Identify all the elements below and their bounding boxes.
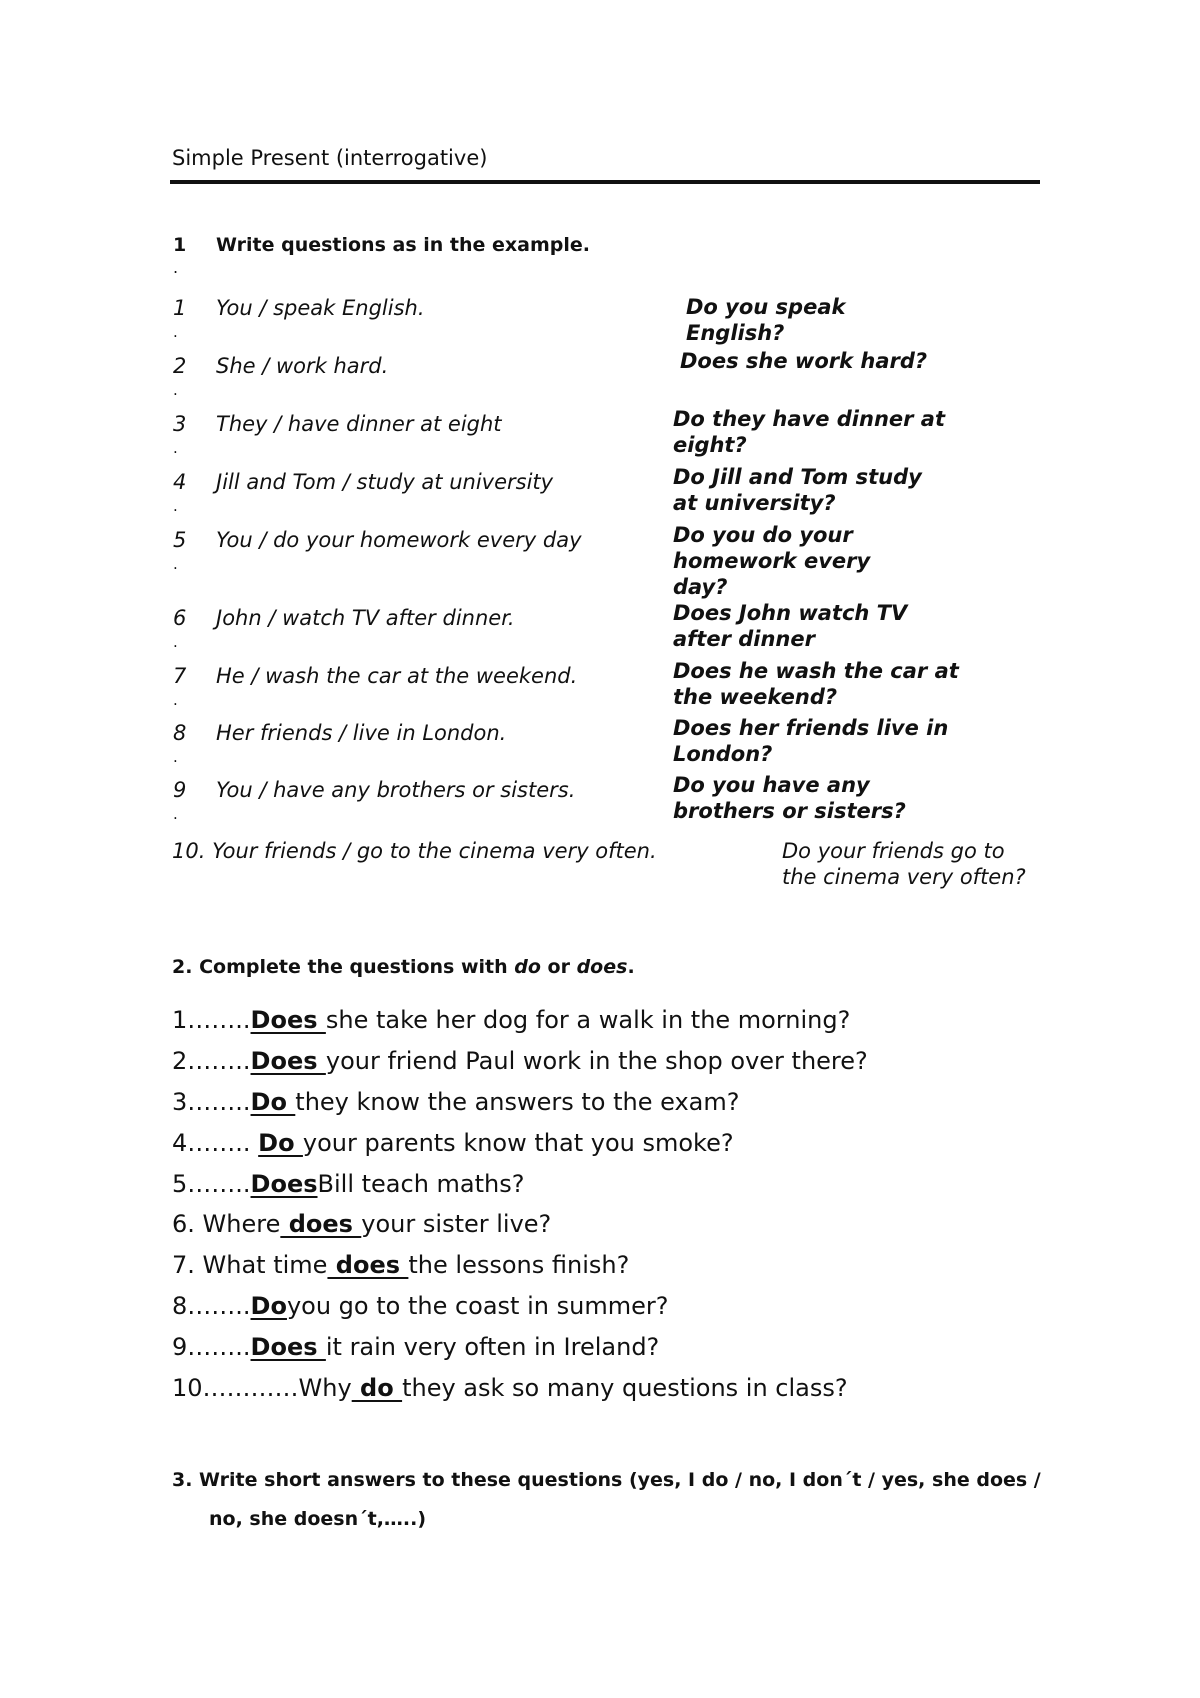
item-answer: Does her friends live in London? <box>673 716 949 766</box>
page-title: Simple Present (interrogative) <box>172 146 488 170</box>
item-dot: . <box>173 497 178 515</box>
exercise-3-instruction-continued: no, she doesn´t,…..) <box>209 1508 427 1530</box>
list-item: 3……..Do they know the answers to the exam? <box>172 1088 740 1116</box>
item-prompt: You / do your homework every day <box>216 528 582 552</box>
item-answer: Do you do your homework every day? <box>673 523 871 599</box>
item-prompt: You / speak English. <box>216 296 425 320</box>
item-answer: Does she work hard? <box>680 349 928 373</box>
item-dot: . <box>173 439 178 457</box>
item-number: 2 <box>173 354 187 378</box>
exercise-1-number: 1 <box>173 234 187 256</box>
list-item: 1……..Does she take her dog for a walk in the morning? <box>172 1006 851 1034</box>
item-answer: Do your friends go to the cinema very often? <box>782 839 1026 889</box>
item-prompt: John / watch TV after dinner. <box>216 606 515 630</box>
exercise-1-instruction: Write questions as in the example. <box>216 234 590 256</box>
item-dot: . <box>173 633 178 651</box>
item-answer: Do you speak English? <box>686 295 846 345</box>
exercise-1-item-10 <box>172 838 1042 889</box>
item-prompt: She / work hard. <box>216 354 389 378</box>
exercise-1-dot: . <box>173 258 179 277</box>
title-divider <box>170 180 1040 184</box>
item-dot: . <box>173 381 178 399</box>
list-item: 6. Where does your sister live? <box>172 1210 552 1238</box>
list-item: 7. What time does the lessons finish? <box>172 1251 630 1279</box>
item-number: 9 <box>173 778 187 802</box>
item-prompt: Her friends / live in London. <box>216 721 507 745</box>
exercise-3-instruction: 3. Write short answers to these questions (yes, I do / no, I don´t / yes, she does / <box>172 1469 1041 1491</box>
item-number: 1 <box>173 296 187 320</box>
list-item: 8……..Doyou go to the coast in summer? <box>172 1292 669 1320</box>
item-number: 3 <box>173 412 187 436</box>
item-prompt: Jill and Tom / study at university <box>216 470 554 494</box>
item-dot: . <box>173 323 178 341</box>
item-answer: Do they have dinner at eight? <box>673 407 946 457</box>
item-number: 7 <box>173 664 187 688</box>
item-answer: Do you have any brothers or sisters? <box>673 773 906 823</box>
list-item: 9……..Does it rain very often in Ireland? <box>172 1333 660 1361</box>
item-dot: . <box>173 748 178 766</box>
item-answer: Do Jill and Tom study at university? <box>673 465 922 515</box>
item-prompt: 10. Your friends / go to the cinema very often. <box>172 839 657 863</box>
item-prompt: He / wash the car at the weekend. <box>216 664 578 688</box>
item-dot: . <box>173 691 178 709</box>
list-item: 5……..DoesBill teach maths? <box>172 1170 525 1198</box>
item-answer: Does he wash the car at the weekend? <box>673 659 959 709</box>
exercise-2-instruction: 2. Complete the questions with do or does. <box>172 956 635 978</box>
item-prompt: They / have dinner at eight <box>216 412 502 436</box>
item-dot: . <box>173 555 178 573</box>
item-answer: Does John watch TV after dinner <box>673 601 908 651</box>
item-number: 5 <box>173 528 187 552</box>
item-number: 4 <box>173 470 187 494</box>
list-item: 2……..Does your friend Paul work in the shop over there? <box>172 1047 868 1075</box>
list-item: 4…….. Do your parents know that you smoke? <box>172 1129 734 1157</box>
list-item: 10…………Why do they ask so many questions in class? <box>172 1374 848 1402</box>
item-number: 6 <box>173 606 187 630</box>
item-dot: . <box>173 805 178 823</box>
item-prompt: You / have any brothers or sisters. <box>216 778 576 802</box>
item-number: 8 <box>173 721 187 745</box>
